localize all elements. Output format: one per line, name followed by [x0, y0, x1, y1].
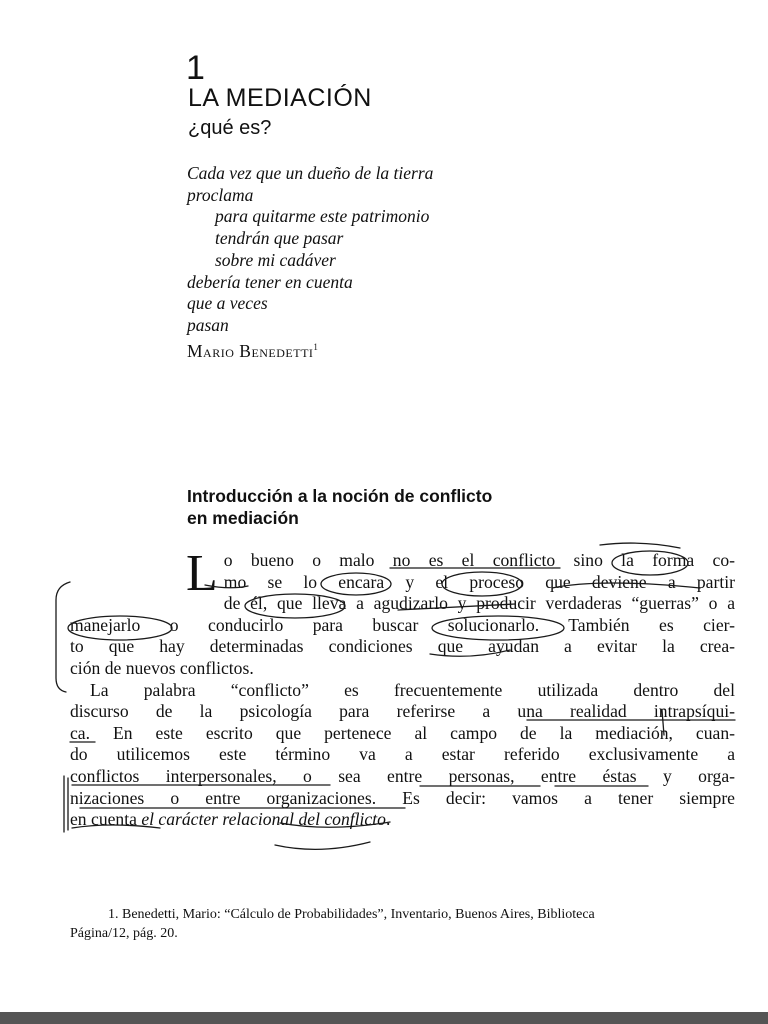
epigraph-line: sobre mi cadáver — [215, 249, 336, 270]
footnote-line: 1. Benedetti, Mario: “Cálculo de Probabilidades”, Inventario, Buenos Aires, Biblioteca — [108, 907, 595, 922]
drop-cap: L — [186, 545, 218, 602]
text-line: mo se lo encara y el proceso que deviene a partir — [223, 571, 735, 592]
section-heading-line: en mediación — [187, 508, 299, 528]
text-line: ción de nuevos conflictos. — [70, 657, 254, 678]
epigraph-line: debería tener en cuenta — [187, 271, 353, 292]
pen-stroke — [600, 543, 680, 548]
text-line: o bueno o malo no es el conflicto sino la forma co- — [223, 550, 735, 570]
chapter-number: 1 — [186, 49, 205, 87]
text-line: de él, que lleva a agudizarlo y producir verdaderas “guerras” o a — [223, 593, 735, 614]
text-line-italic: el carácter relacional del conflicto — [141, 809, 386, 830]
text-line: nizaciones o entre organizaciones. Es decir: vamos a tener siempre — [70, 787, 735, 808]
paragraph-1 — [70, 545, 735, 680]
section-heading — [187, 485, 492, 529]
paragraph-2 — [70, 680, 735, 831]
epigraph-line: Cada vez que un dueño de la tierra — [187, 163, 434, 183]
epigraph-line: proclama — [187, 184, 254, 205]
epigraph-line: para quitarme este patrimonio — [215, 206, 430, 227]
text-line-end: . — [385, 809, 391, 830]
text-line-start: en cuenta — [70, 809, 142, 830]
margin-bracket — [56, 582, 70, 692]
epigraph-author: Mario Benedetti — [187, 340, 314, 361]
footnote-ref: 1 — [313, 341, 319, 352]
text-line: ca. En este escrito que pertenece al campo de la mediación, cuan- — [70, 722, 735, 743]
footnote — [70, 905, 740, 943]
section-heading-line: Introducción a la noción de conflicto — [187, 486, 493, 506]
epigraph — [187, 163, 433, 362]
pen-stroke — [275, 842, 370, 849]
epigraph-line: tendrán que pasar — [215, 228, 344, 249]
epigraph-line: pasan — [187, 314, 229, 335]
text-line: discurso de la psicología para referirse a una realidad intrapsíqui- — [70, 701, 735, 722]
text-line: La palabra “conflicto” es frecuentemente utilizada dentro del — [90, 679, 735, 700]
scan-edge — [0, 1012, 768, 1024]
text-line — [70, 809, 735, 831]
body-text — [70, 545, 735, 831]
text-line: manejarlo o conducirlo para buscar solucionarlo. También es cier- — [70, 614, 735, 635]
footnote-line: Página/12, pág. 20. — [70, 926, 178, 941]
text-line: to que hay determinadas condiciones que ayudan a evitar la crea- — [70, 636, 735, 657]
epigraph-author-line — [187, 337, 433, 363]
epigraph-line: que a veces — [187, 293, 268, 314]
text-line: conflictos interpersonales, o sea entre personas, entre éstas y orga- — [70, 765, 735, 786]
text-line: do utilicemos este término va a estar referido exclusivamente a — [70, 744, 735, 765]
chapter-subtitle: ¿qué es? — [188, 117, 272, 139]
chapter-title: LA MEDIACIÓN — [188, 84, 372, 112]
